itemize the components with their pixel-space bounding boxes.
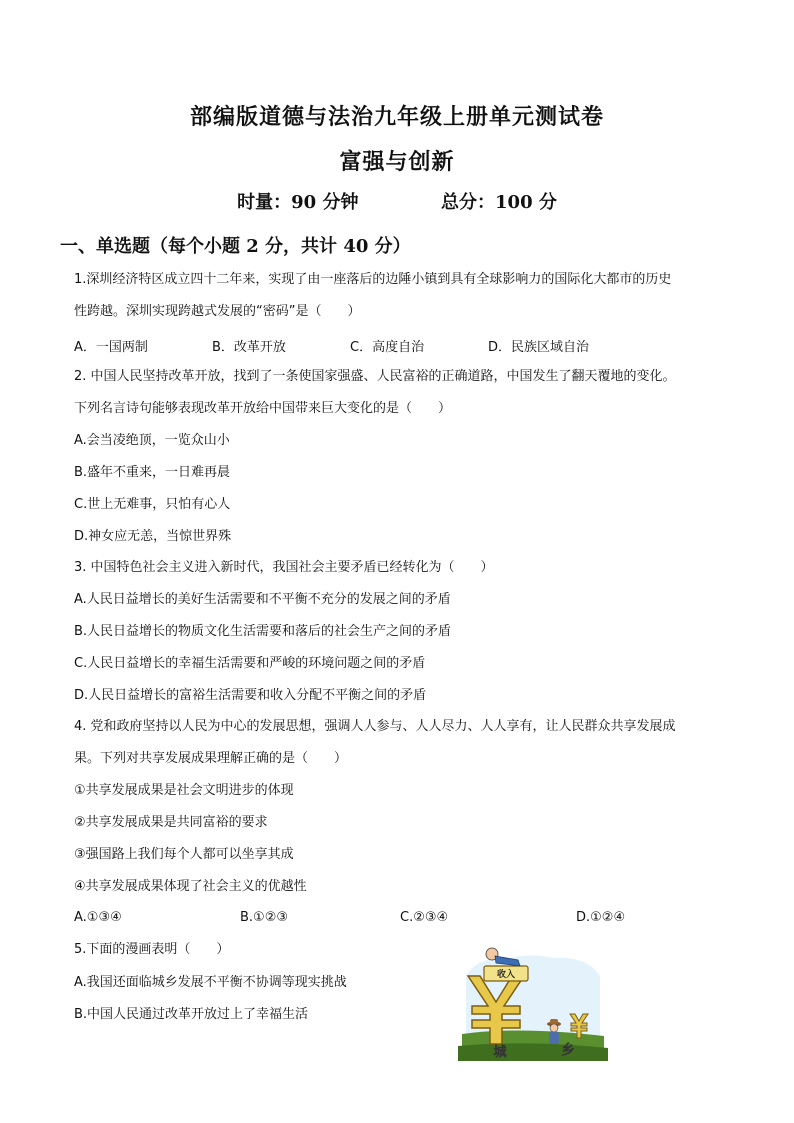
exam-subtitle: 富强与创新: [339, 149, 455, 175]
q4-statement-1: ①共享发展成果是社会文明进步的体现: [74, 783, 294, 798]
income-gap-cartoon: [458, 946, 608, 1061]
time-limit: 时量：90 分钟: [237, 192, 359, 213]
q1-stem-line2: 性跨越。深圳实现跨越式发展的“密码”是（ ）: [74, 304, 361, 319]
q4-statement-4: ④共享发展成果体现了社会主义的优越性: [74, 879, 307, 894]
q1-option-b: B．改革开放: [212, 340, 286, 355]
city-label: 城: [493, 1045, 507, 1060]
q3-stem: 3. 中国特色社会主义进入新时代，我国社会主要矛盾已经转化为（ ）: [74, 560, 494, 575]
q2-option-d: D.神女应无恙，当惊世界殊: [74, 529, 232, 544]
q3-option-c: C.人民日益增长的幸福生活需要和严峻的环境问题之间的矛盾: [74, 656, 426, 671]
farmer-head: [550, 1024, 558, 1032]
q5-option-a: A.我国还面临城乡发展不平衡不协调等现实挑战: [74, 975, 347, 990]
q4-option-b: B.①②③: [240, 910, 289, 925]
section-title: 一、单选题（每个小题 2 分，共计 40 分）: [60, 236, 411, 257]
q3-option-a: A.人民日益增长的美好生活需要和不平衡不充分的发展之间的矛盾: [74, 592, 451, 607]
q3-option-d: D.人民日益增长的富裕生活需要和收入分配不平衡之间的矛盾: [74, 688, 427, 703]
q2-stem-line2: 下列名言诗句能够表现改革开放给中国带来巨大变化的是（ ）: [74, 401, 452, 416]
total-score: 总分：100 分: [441, 192, 557, 213]
q4-option-d: D.①②④: [576, 910, 626, 925]
q5-option-b: B.中国人民通过改革开放过上了幸福生活: [74, 1007, 309, 1022]
q2-option-a: A.会当凌绝顶，一览众山小: [74, 433, 230, 448]
sign-text: 收入: [496, 970, 516, 980]
q4-statement-2: ②共享发展成果是共同富裕的要求: [74, 815, 268, 830]
farmer-hat: [550, 1019, 558, 1024]
q1-option-d: D．民族区域自治: [488, 340, 590, 355]
q1-stem-line1: 1.深圳经济特区成立四十二年来，实现了由一座落后的边陲小镇到具有全球影响力的国际化大都市的历史: [74, 272, 672, 287]
farmer-body: [549, 1032, 559, 1044]
rural-label: 乡: [561, 1043, 575, 1058]
q1-option-c: C．高度自治: [350, 340, 425, 355]
q5-stem: 5.下面的漫画表明（ ）: [74, 942, 230, 957]
q2-stem-line1: 2. 中国人民坚持改革开放，找到了一条使国家强盛、人民富裕的正确道路，中国发生了翻天覆地的变化。: [74, 369, 676, 384]
q4-stem-line1: 4. 党和政府坚持以人民为中心的发展思想，强调人人参与、人人尽力、人人享有，让人民群众共享发展成: [74, 719, 676, 734]
q2-option-b: B.盛年不重来，一日难再晨: [74, 465, 231, 480]
q4-option-a: A.①③④: [74, 910, 122, 925]
q2-option-c: C.世上无难事，只怕有心人: [74, 497, 231, 512]
q4-stem-line2: 果。下列对共享发展成果理解正确的是（ ）: [74, 751, 348, 766]
q1-option-a: A．一国两制: [74, 340, 148, 355]
q4-statement-3: ③强国路上我们每个人都可以坐享其成: [74, 847, 294, 862]
q3-option-b: B.人民日益增长的物质文化生活需要和落后的社会生产之间的矛盾: [74, 624, 452, 639]
exam-meta: [0, 188, 794, 214]
q4-option-c: C.②③④: [400, 910, 449, 925]
exam-title: 部编版道德与法治九年级上册单元测试卷: [189, 104, 604, 130]
